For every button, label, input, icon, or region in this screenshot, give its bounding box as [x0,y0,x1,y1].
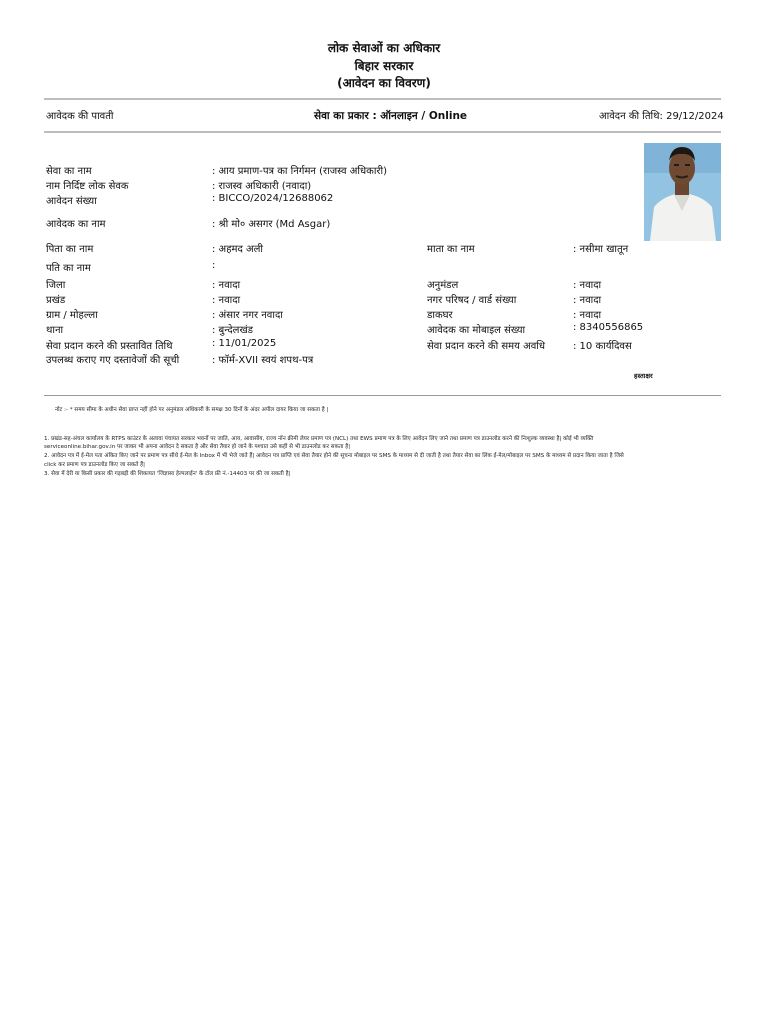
value-service-name: : आय प्रमाण-पत्र का निर्गमन (राजस्व अधिकारी) [212,166,388,177]
label-proposed-date: सेवा प्रदान करने की प्रस्तावित तिथि [46,341,173,352]
header-line-2: बिहार सरकार [354,59,414,73]
value-district: : नवादा [212,280,241,291]
label-ward: नगर परिषद / वार्ड संख्या [427,295,517,306]
value-applicant-name: : श्री मो० असगर (Md Asgar) [212,219,331,230]
value-father-name: : अहमद अली [212,244,263,255]
value-documents: : फॉर्म-XVII स्वयं शपथ-पत्र [212,355,314,366]
value-time-limit: : 10 कार्यदिवस [573,341,632,352]
service-type-online: Online [428,110,468,122]
value-public-servant: : राजस्व अधिकारी (नवादा) [212,181,312,192]
label-documents: उपलब्ध कराए गए दस्तावेजों की सूची [46,355,180,366]
label-mobile: आवेदक का मोबाइल संख्या [427,325,526,336]
header-line-3: (आवेदन का विवरण) [337,76,431,90]
label-application-number: आवेदन संख्या [46,196,97,207]
service-type [314,109,467,123]
instruction-2: 2. आवेदन पत्र में ई-मेल पता अंकित किए जाने पर प्रमाण पत्र सीधे ई-मेल के Inbox में भी भेजे जाते हैं| आवेदन पत्र प्राप्ति एवं सेवा तैयार होने की सूचना मोबाइल पर SMS के माध्यम से दी जाती है तथा तैयार सेवा का लिंक ई-मेल/मोबाइल पर SMS के माध्यम से प्रदान किया जाता है जिसे [44,453,624,459]
label-subdivision: अनुमंडल [427,280,459,291]
value-ward: : नवादा [573,295,602,306]
label-service-name: सेवा का नाम [46,166,92,177]
value-block: : नवादा [212,295,241,306]
service-type-prefix: सेवा का प्रकार : ऑनलाइन / [314,110,429,122]
value-mobile: : 8340556865 [573,322,644,333]
label-applicant-name: आवेदक का नाम [46,219,106,230]
note-divider [44,395,721,396]
value-proposed-date: : 11/01/2025 [212,338,277,349]
label-block: प्रखंड [46,295,66,306]
applicant-photo [644,143,721,241]
value-husband-name: : [212,260,216,271]
instruction-1: 1. प्रखंड-सह-अंचल कार्यालय के RTPS काउंटर के अलावा पंचायत सरकार भवनों पर जाति, आय, आवासीय, राज्य नॉन क्रीमी लेयर प्रमाण पत्र (NCL) तथा EWS प्रमाण पत्र के लिए आवेदन लिए जाने तथा प्रमाण पत्र डाउनलोड करने की निःशुल्क व्यवस्था है| कोई भी व्यक्ति [44,436,594,442]
acknowledgement-label: आवेदक की पावती [46,111,114,122]
value-mother-name: : नसीमा खातून [573,244,629,255]
label-mother-name: माता का नाम [427,244,475,255]
value-application-number: : BICCO/2024/12688062 [212,193,334,204]
instruction-2-cont: click कर प्रमाण पत्र डाउनलोड किए जा सकते हैं| [44,462,145,468]
label-police-station: थाना [46,325,64,336]
subheader-divider [44,131,721,133]
value-police-station: : बुन्देलखंड [212,325,253,336]
application-date: आवेदन की तिथि: 29/12/2024 [599,111,724,122]
value-village: : अंसार नगर नवादा [212,310,283,321]
instruction-1-cont: serviceonline.bihar.gov.in पर जाकर भी अपना आवेदन दे सकता है और सेवा तैयार हो जाने के पश्चात उसे कहीं से भी डाउनलोड कर सकता है| [44,444,351,450]
value-subdivision: : नवादा [573,280,602,291]
instruction-3: 3. सेवा में देरी या किसी प्रकार की गड़बड़ी की शिकायत 'जिज्ञासा हेल्पलाईन' के टॉल फ्री नं.-14403 पर की जा सकती है| [44,471,291,477]
label-village: ग्राम / मोहल्ला [46,310,98,321]
top-divider [44,98,721,100]
appeal-note: नोट :- * समय सीमा के अधीन सेवा प्राप्त नहीं होने पर अनुमंडल अधिकारी के समक्ष 30 दिनों के अंदर अपील दायर किया जा सकता है | [55,407,329,413]
label-time-limit: सेवा प्रदान करने की समय अवधि [427,341,546,352]
label-husband-name: पति का नाम [46,263,91,274]
value-post-office: : नवादा [573,310,602,321]
label-post-office: डाकघर [427,310,453,321]
applicant-photo-image [644,143,721,241]
label-public-servant: नाम निर्दिष्ट लोक सेवक [46,181,129,192]
signature-label: हस्ताक्षर [634,372,653,380]
header-line-1: लोक सेवाओं का अधिकार [327,41,441,55]
label-district: जिला [46,280,66,291]
label-father-name: पिता का नाम [46,244,94,255]
